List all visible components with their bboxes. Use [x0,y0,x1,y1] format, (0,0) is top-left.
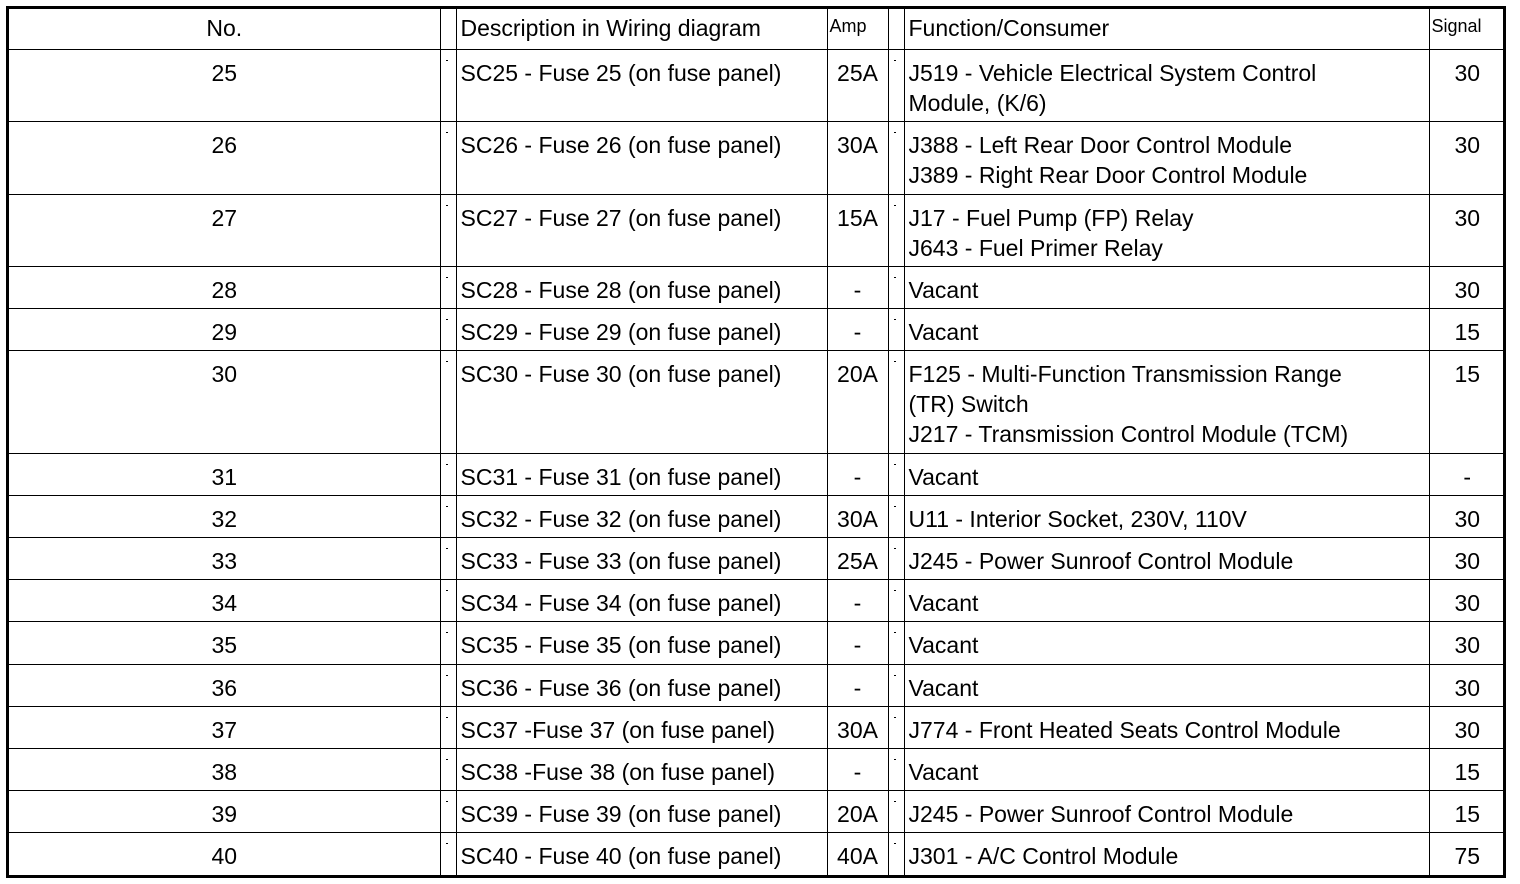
spacer-cell [888,194,904,266]
table-row [9,538,1505,580]
header-function: Function/Consumer [904,9,1429,50]
spacer-cell [440,309,456,351]
header-description: Description in Wiring diagram [456,9,827,50]
cell-function [904,122,1429,194]
tick-mark [894,590,896,591]
cell-no: 26 [9,122,440,194]
cell-signal: 30 [1429,538,1505,580]
spacer-cell [440,122,456,194]
table-row [9,791,1505,833]
cell-description: SC29 - Fuse 29 (on fuse panel) [456,309,827,351]
cell-no: 36 [9,664,440,706]
tick-mark [894,632,896,633]
cell-signal: 30 [1429,495,1505,537]
tick-mark [446,843,448,844]
spacer-cell [440,622,456,664]
tick-mark [446,132,448,133]
spacer-cell [888,538,904,580]
cell-amp: 30A [827,495,888,537]
table-row [9,748,1505,790]
table-row [9,351,1505,453]
cell-no: 30 [9,351,440,453]
tick-mark [446,60,448,61]
function-line: Module, (K/6) [908,90,1047,116]
tick-mark [894,205,896,206]
spacer-cell [888,748,904,790]
cell-amp: 30A [827,122,888,194]
cell-function [904,622,1429,664]
fuse-table-frame [6,6,1506,878]
cell-amp: - [827,453,888,495]
table-row [9,266,1505,308]
fuse-table [9,9,1505,875]
tick-mark [446,548,448,549]
cell-amp: - [827,580,888,622]
cell-function [904,309,1429,351]
cell-amp: 25A [827,538,888,580]
spacer-cell [440,791,456,833]
spacer-cell [888,706,904,748]
tick-mark [446,205,448,206]
tick-mark [894,548,896,549]
cell-no: 27 [9,194,440,266]
cell-amp: - [827,309,888,351]
function-line: (TR) Switch [908,391,1029,418]
table-row [9,622,1505,664]
table-row [9,122,1505,194]
cell-no: 33 [9,538,440,580]
cell-description: SC36 - Fuse 36 (on fuse panel) [456,664,827,706]
cell-function [904,791,1429,833]
tick-mark [446,759,448,760]
function-line: F125 - Multi-Function Transmission Range [908,361,1342,388]
cell-description: SC25 - Fuse 25 (on fuse panel) [456,50,827,122]
tick-mark [446,506,448,507]
spacer-cell [888,453,904,495]
cell-description: SC26 - Fuse 26 (on fuse panel) [456,122,827,194]
function-line: Vacant [908,276,979,303]
table-row [9,50,1505,122]
function-line: Vacant [908,463,979,490]
cell-description: SC28 - Fuse 28 (on fuse panel) [456,266,827,308]
tick-mark [894,361,896,362]
cell-description: SC38 -Fuse 38 (on fuse panel) [456,748,827,790]
table-body [9,50,1505,876]
spacer-cell [440,453,456,495]
tick-mark [894,506,896,507]
spacer-cell [888,622,904,664]
tick-mark [446,632,448,633]
tick-mark [894,319,896,320]
table-row [9,706,1505,748]
table-row [9,194,1505,266]
cell-function [904,495,1429,537]
spacer-cell [888,309,904,351]
spacer-cell [440,833,456,875]
cell-no: 38 [9,748,440,790]
cell-function [904,748,1429,790]
cell-function [904,266,1429,308]
cell-description: SC30 - Fuse 30 (on fuse panel) [456,351,827,453]
spacer-cell [888,791,904,833]
cell-function [904,50,1429,122]
cell-description: SC40 - Fuse 40 (on fuse panel) [456,833,827,875]
cell-no: 34 [9,580,440,622]
table-row [9,833,1505,875]
cell-signal: 30 [1429,580,1505,622]
tick-mark [894,60,896,61]
cell-no: 31 [9,453,440,495]
tick-mark [894,801,896,802]
cell-function [904,194,1429,266]
function-line: Vacant [908,674,979,701]
function-line: J217 - Transmission Control Module (TCM) [908,421,1349,448]
cell-amp: 25A [827,50,888,122]
cell-function [904,538,1429,580]
cell-no: 25 [9,50,440,122]
spacer-cell [888,495,904,537]
cell-amp: 15A [827,194,888,266]
cell-signal: 15 [1429,351,1505,453]
function-line: J519 - Vehicle Electrical System Control [908,60,1317,86]
cell-signal: 30 [1429,664,1505,706]
tick-mark [894,759,896,760]
cell-amp: 40A [827,833,888,875]
tick-mark [446,801,448,802]
tick-mark [446,277,448,278]
header-row [9,9,1505,50]
cell-amp: - [827,664,888,706]
header-amp: Amp [827,9,888,50]
spacer-cell [440,351,456,453]
cell-signal: 15 [1429,309,1505,351]
cell-description: SC39 - Fuse 39 (on fuse panel) [456,791,827,833]
function-line: J17 - Fuel Pump (FP) Relay [908,204,1194,231]
cell-signal: 30 [1429,622,1505,664]
function-line: Vacant [908,758,979,785]
function-line: J301 - A/C Control Module [908,843,1179,870]
spacer-cell [888,50,904,122]
tick-mark [446,361,448,362]
spacer-cell [440,194,456,266]
spacer-cell [440,266,456,308]
cell-description: SC27 - Fuse 27 (on fuse panel) [456,194,827,266]
cell-function [904,580,1429,622]
cell-no: 28 [9,266,440,308]
function-line: Vacant [908,319,979,346]
tick-mark [446,675,448,676]
header-no: No. [9,9,440,50]
tick-mark [894,675,896,676]
cell-function [904,351,1429,453]
function-line: J388 - Left Rear Door Control Module [908,132,1293,159]
cell-description: SC31 - Fuse 31 (on fuse panel) [456,453,827,495]
cell-amp: 20A [827,351,888,453]
cell-signal: 30 [1429,50,1505,122]
function-line: J774 - Front Heated Seats Control Module [908,716,1341,743]
cell-no: 35 [9,622,440,664]
spacer-cell [888,580,904,622]
cell-description: SC32 - Fuse 32 (on fuse panel) [456,495,827,537]
spacer-cell [440,706,456,748]
cell-signal: 75 [1429,833,1505,875]
tick-mark [446,319,448,320]
cell-function [904,453,1429,495]
cell-amp: 20A [827,791,888,833]
spacer-cell [888,351,904,453]
cell-amp: - [827,622,888,664]
header-spacer [440,9,456,50]
spacer-cell [440,664,456,706]
cell-function [904,706,1429,748]
cell-description: SC33 - Fuse 33 (on fuse panel) [456,538,827,580]
spacer-cell [440,495,456,537]
cell-signal: 15 [1429,748,1505,790]
function-line: J245 - Power Sunroof Control Module [908,548,1294,574]
cell-function [904,664,1429,706]
cell-no: 40 [9,833,440,875]
function-line: Vacant [908,632,979,659]
spacer-cell [888,664,904,706]
function-line: J245 - Power Sunroof Control Module [908,801,1294,828]
spacer-cell [440,580,456,622]
spacer-cell [888,833,904,875]
header-signal: Signal [1429,9,1505,50]
cell-signal: - [1429,453,1505,495]
cell-signal: 30 [1429,122,1505,194]
table-row [9,453,1505,495]
cell-signal: 30 [1429,706,1505,748]
cell-no: 29 [9,309,440,351]
spacer-cell [440,748,456,790]
tick-mark [894,464,896,465]
function-line: U11 - Interior Socket, 230V, 110V [908,505,1247,532]
tick-mark [446,590,448,591]
tick-mark [894,717,896,718]
function-line: Vacant [908,590,979,617]
cell-function [904,833,1429,875]
cell-description: SC35 - Fuse 35 (on fuse panel) [456,622,827,664]
cell-amp: - [827,748,888,790]
cell-amp: 30A [827,706,888,748]
spacer-cell [440,50,456,122]
function-line: J643 - Fuel Primer Relay [908,234,1163,261]
tick-mark [446,464,448,465]
cell-signal: 30 [1429,266,1505,308]
tick-mark [894,277,896,278]
table-row [9,309,1505,351]
tick-mark [894,132,896,133]
header-spacer [888,9,904,50]
cell-description: SC37 -Fuse 37 (on fuse panel) [456,706,827,748]
tick-mark [894,843,896,844]
spacer-cell [888,122,904,194]
cell-description: SC34 - Fuse 34 (on fuse panel) [456,580,827,622]
table-row [9,495,1505,537]
tick-mark [446,717,448,718]
cell-signal: 30 [1429,194,1505,266]
function-line: J389 - Right Rear Door Control Module [908,162,1308,189]
cell-signal: 15 [1429,791,1505,833]
cell-no: 32 [9,495,440,537]
cell-no: 37 [9,706,440,748]
table-row [9,580,1505,622]
spacer-cell [888,266,904,308]
table-row [9,664,1505,706]
cell-no: 39 [9,791,440,833]
cell-amp: - [827,266,888,308]
spacer-cell [440,538,456,580]
